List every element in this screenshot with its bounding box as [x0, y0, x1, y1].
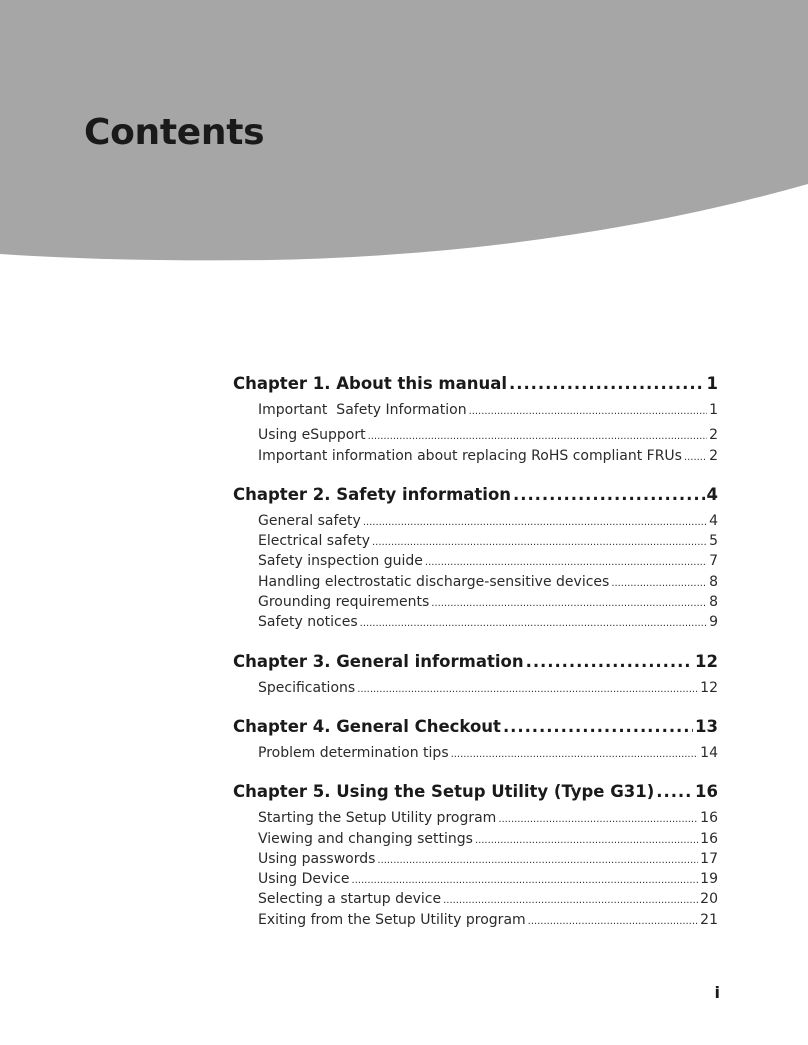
dot-leader [475, 829, 698, 851]
toc-section-title: General safety [258, 512, 361, 529]
toc-section-list [233, 743, 718, 763]
dot-leader [352, 869, 699, 891]
toc-page-number: 2 [709, 427, 718, 444]
dot-leader [360, 612, 707, 634]
toc-section-title: Selecting a startup device [258, 891, 442, 908]
toc-section-title: Using passwords [258, 850, 376, 867]
toc-section-entry[interactable] [258, 869, 718, 889]
toc-section-entry[interactable] [258, 808, 718, 828]
toc-section-title: Specifications [258, 679, 356, 696]
dot-leader [469, 400, 708, 422]
toc-section-list [233, 511, 718, 633]
toc-section-title: Important Safety Information [258, 402, 467, 418]
toc-page-number: 20 [700, 891, 718, 908]
toc-section-entry[interactable] [258, 678, 718, 698]
toc-section-entry[interactable] [258, 910, 718, 930]
toc-chapter-entry[interactable] [233, 483, 718, 507]
dot-leader [513, 483, 704, 507]
toc-section-title: Handling electrostatic discharge-sensitive devices [258, 573, 610, 590]
toc-section-entry[interactable] [258, 743, 718, 763]
dot-leader [357, 678, 698, 700]
toc-section-entry[interactable] [258, 551, 718, 571]
toc-page-number: 1 [709, 402, 718, 418]
toc-section-entry[interactable] [258, 889, 718, 909]
toc-chapter-title: Chapter 1. About this manual [233, 374, 508, 393]
toc-section-title: Safety notices [258, 614, 358, 631]
toc-section-title: Using Device [258, 871, 350, 888]
dot-leader [372, 531, 707, 553]
toc-chapter-5 [233, 780, 718, 930]
dot-leader [509, 372, 705, 396]
dot-leader [425, 551, 707, 573]
dot-leader [526, 650, 693, 674]
toc-section-entry[interactable] [258, 849, 718, 869]
page-title: Contents [84, 112, 265, 153]
toc-page-number: 1 [706, 374, 718, 393]
toc-chapter-1 [233, 372, 718, 466]
toc-section-entry[interactable] [258, 572, 718, 592]
toc-section-entry[interactable] [258, 829, 718, 849]
toc-section-entry[interactable] [258, 531, 718, 551]
toc-page-number: 16 [700, 830, 718, 847]
dot-leader [431, 592, 707, 614]
toc-page-number: 13 [695, 716, 718, 736]
toc-section-entry[interactable] [258, 592, 718, 612]
toc-page-number: 5 [709, 533, 718, 550]
toc-section-list [233, 400, 718, 466]
toc-page-number: 4 [709, 512, 718, 529]
toc-section-list [233, 808, 718, 930]
toc-page-number: 16 [700, 810, 718, 827]
dot-leader [656, 780, 693, 804]
toc-page-number: 8 [709, 573, 718, 590]
dot-leader [684, 446, 707, 468]
toc-page-number: 9 [709, 614, 718, 631]
toc-page-number: 4 [706, 484, 718, 504]
toc-chapter-title: Chapter 5. Using the Setup Utility (Type G31) [233, 782, 655, 802]
dot-leader [451, 743, 699, 765]
toc-chapter-entry[interactable] [233, 372, 718, 396]
toc-section-title: Grounding requirements [258, 594, 430, 611]
toc-page-number: 17 [700, 850, 718, 867]
toc-section-title: Exiting from the Setup Utility program [258, 911, 526, 928]
toc-chapter-entry[interactable] [233, 715, 718, 739]
toc-section-entry[interactable] [258, 511, 718, 531]
toc-section-entry[interactable] [258, 612, 718, 632]
table-of-contents [233, 372, 718, 947]
toc-chapter-3 [233, 650, 718, 698]
toc-section-title: Problem determination tips [258, 744, 449, 761]
dot-leader [363, 511, 707, 533]
toc-page-number: 19 [700, 871, 718, 888]
dot-leader [377, 849, 698, 871]
toc-section-title: Viewing and changing settings [258, 830, 473, 847]
toc-chapter-entry[interactable] [233, 780, 718, 804]
toc-chapter-entry[interactable] [233, 650, 718, 674]
dot-leader [368, 425, 707, 447]
toc-section-entry[interactable] [258, 425, 718, 445]
toc-section-title: Safety inspection guide [258, 553, 423, 570]
toc-page-number: 16 [695, 782, 718, 802]
dot-leader [528, 910, 699, 932]
dot-leader [611, 572, 707, 594]
toc-page-number: 14 [700, 744, 718, 761]
dot-leader [503, 715, 693, 739]
toc-page-number: 2 [709, 447, 718, 464]
toc-page-number: 12 [700, 679, 718, 696]
toc-section-title: Using eSupport [258, 427, 366, 444]
toc-page-number: 21 [700, 911, 718, 928]
toc-section-entry[interactable] [258, 400, 718, 420]
dot-leader [498, 808, 698, 830]
toc-chapter-title: Chapter 2. Safety information [233, 484, 512, 504]
toc-page-number: 8 [709, 594, 718, 611]
toc-chapter-2 [233, 483, 718, 633]
toc-page-number: 7 [709, 553, 718, 570]
toc-chapter-title: Chapter 3. General information [233, 651, 524, 671]
toc-page-number: 12 [695, 651, 718, 671]
toc-section-title: Important information about replacing RoHS compliant FRUs [258, 447, 682, 464]
toc-section-title: Starting the Setup Utility program [258, 810, 497, 827]
toc-chapter-4 [233, 715, 718, 763]
toc-section-title: Electrical safety [258, 533, 370, 550]
page-number: i [714, 983, 720, 1002]
toc-section-entry[interactable] [258, 446, 718, 466]
toc-chapter-title: Chapter 4. General Checkout [233, 716, 501, 736]
toc-section-list [233, 678, 718, 698]
dot-leader [443, 889, 698, 911]
